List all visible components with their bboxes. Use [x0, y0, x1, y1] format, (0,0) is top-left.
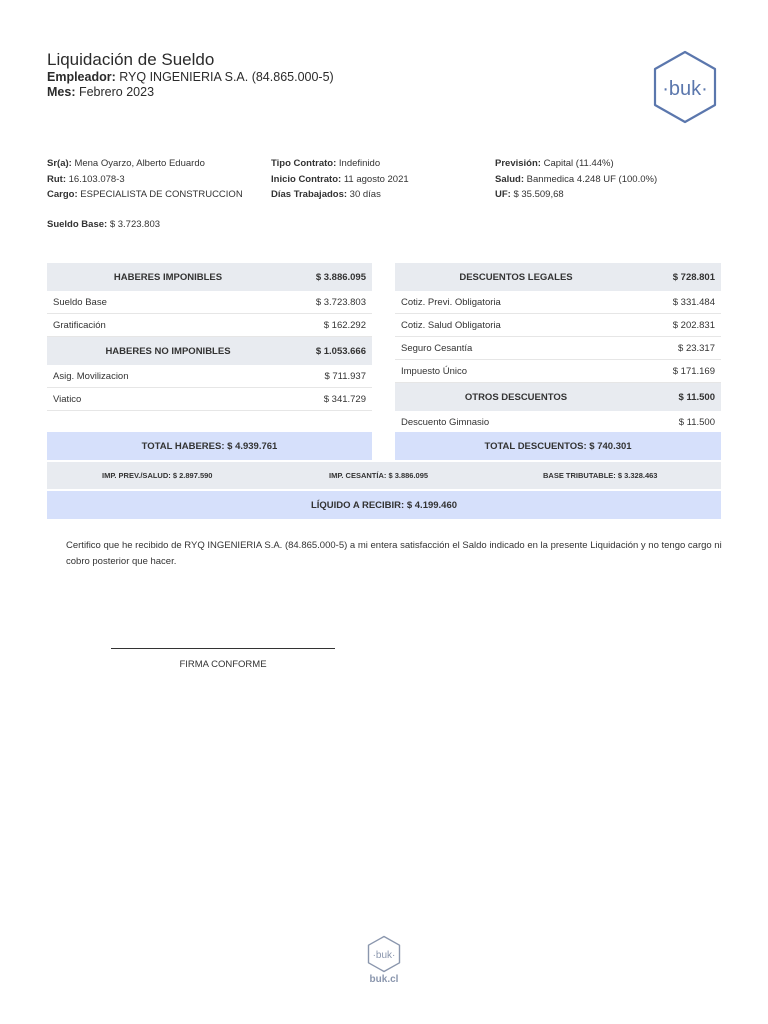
salud-row	[495, 172, 657, 188]
row-value: $ 23.317	[637, 337, 721, 360]
prevision-row	[495, 156, 657, 172]
haberes-no-imponibles-header	[47, 337, 372, 366]
tax-bases-row	[47, 462, 721, 489]
table-row	[395, 411, 721, 434]
haberes-imponibles-header	[47, 263, 372, 291]
row-value: $ 202.831	[637, 314, 721, 337]
days-worked-label: Días Trabajados:	[271, 189, 348, 200]
base-salary-label: Sueldo Base:	[47, 219, 108, 230]
buk-logo-text: ·buk·	[662, 78, 708, 100]
table-row	[395, 291, 721, 314]
employee-rut-value: 16.103.078-3	[68, 173, 125, 185]
employee-cargo-value: ESPECIALISTA DE CONSTRUCCION	[80, 189, 243, 200]
employee-cargo-row	[47, 187, 243, 203]
buk-logo	[652, 50, 718, 124]
employer-label: Empleador:	[47, 70, 116, 84]
table-row	[47, 291, 372, 314]
prevision-label: Previsión:	[495, 158, 541, 169]
haberes-no-imponibles-total: $ 1.053.666	[289, 337, 372, 366]
employee-rut-label: Rut:	[47, 173, 66, 185]
employee-col-1	[47, 156, 243, 203]
employee-name-label: Sr(a):	[47, 158, 72, 169]
contract-type-value: Indefinido	[338, 158, 381, 169]
base-salary-value: $ 3.723.803	[109, 219, 161, 230]
haberes-no-imponibles-title: HABERES NO IMPONIBLES	[47, 337, 289, 366]
row-label: Viatico	[47, 388, 289, 411]
month-line	[47, 85, 154, 99]
net-pay: LÍQUIDO A RECIBIR: $ 4.199.460	[47, 491, 721, 519]
table-row	[47, 365, 372, 388]
row-value: $ 331.484	[637, 291, 721, 314]
row-value: $ 341.729	[289, 388, 372, 411]
row-label: Descuento Gimnasio	[395, 411, 637, 434]
footer-logo-text: ·buk·	[372, 950, 396, 961]
descuentos-table	[395, 263, 721, 434]
descuentos-legales-header	[395, 263, 721, 291]
row-label: Cotiz. Previ. Obligatoria	[395, 291, 637, 314]
row-label: Asig. Movilizacion	[47, 365, 289, 388]
table-row	[395, 360, 721, 383]
signature-line	[111, 648, 335, 649]
imp-cesantia: IMP. CESANTÍA: $ 3.886.095	[329, 471, 429, 480]
base-salary-line	[47, 217, 160, 233]
imp-prev-salud: IMP. PREV./SALUD: $ 2.897.590	[102, 471, 213, 480]
uf-value: $ 35.509,68	[513, 189, 564, 200]
month-value: Febrero 2023	[78, 85, 155, 99]
table-row	[395, 314, 721, 337]
row-value: $ 711.937	[289, 365, 372, 388]
base-tributable: BASE TRIBUTABLE: $ 3.328.463	[543, 471, 658, 480]
table-row	[47, 388, 372, 411]
employee-name-row	[47, 156, 243, 172]
employer-line	[47, 70, 334, 84]
employee-rut-row	[47, 172, 243, 188]
haberes-imponibles-total: $ 3.886.095	[289, 263, 372, 291]
prevision-value: Capital (11.44%)	[543, 158, 614, 169]
uf-row	[495, 187, 657, 203]
footer-url[interactable]: buk.cl	[369, 974, 399, 985]
footer-buk-logo	[367, 935, 401, 973]
row-label: Cotiz. Salud Obligatoria	[395, 314, 637, 337]
contract-start-row	[271, 172, 409, 188]
haberes-imponibles-title: HABERES IMPONIBLES	[47, 263, 289, 291]
table-row	[395, 337, 721, 360]
uf-label: UF:	[495, 189, 511, 200]
row-value: $ 3.723.803	[289, 291, 372, 314]
contract-type-label: Tipo Contrato:	[271, 158, 337, 169]
total-descuentos: TOTAL DESCUENTOS: $ 740.301	[395, 432, 721, 460]
salud-value: Banmedica 4.248 UF (100.0%)	[526, 173, 658, 185]
contract-start-label: Inicio Contrato:	[271, 173, 342, 185]
month-label: Mes:	[47, 85, 76, 99]
contract-type-row	[271, 156, 409, 172]
table-row	[47, 314, 372, 337]
total-haberes: TOTAL HABERES: $ 4.939.761	[47, 432, 372, 460]
certification-text: Certifico que he recibido de RYQ INGENIERIA S.A. (84.865.000-5) a mi entera satisfacción el Saldo indicado en la presente Liquidación y no tengo cargo ni cobro posterior que hacer.	[66, 540, 722, 567]
days-worked-row	[271, 187, 409, 203]
otros-descuentos-header	[395, 383, 721, 412]
employee-col-2	[271, 156, 409, 203]
haberes-table	[47, 263, 372, 411]
row-label: Gratificación	[47, 314, 289, 337]
document-title: Liquidación de Sueldo	[47, 50, 215, 69]
row-value: $ 11.500	[637, 411, 721, 434]
row-label: Seguro Cesantía	[395, 337, 637, 360]
days-worked-value: 30 días	[349, 189, 381, 200]
row-label: Impuesto Único	[395, 360, 637, 383]
employee-name-value: Mena Oyarzo, Alberto Eduardo	[74, 158, 205, 169]
descuentos-legales-title: DESCUENTOS LEGALES	[395, 263, 637, 291]
employee-col-3	[495, 156, 657, 203]
signature-label: FIRMA CONFORME	[179, 659, 267, 670]
otros-descuentos-total: $ 11.500	[637, 383, 721, 412]
row-value: $ 162.292	[289, 314, 372, 337]
contract-start-value: 11 agosto 2021	[343, 173, 409, 185]
row-label: Sueldo Base	[47, 291, 289, 314]
row-value: $ 171.169	[637, 360, 721, 383]
employee-cargo-label: Cargo:	[47, 189, 78, 200]
descuentos-legales-total: $ 728.801	[637, 263, 721, 291]
salud-label: Salud:	[495, 173, 525, 185]
employer-value: RYQ INGENIERIA S.A. (84.865.000-5)	[119, 70, 334, 84]
otros-descuentos-title: OTROS DESCUENTOS	[395, 383, 637, 412]
